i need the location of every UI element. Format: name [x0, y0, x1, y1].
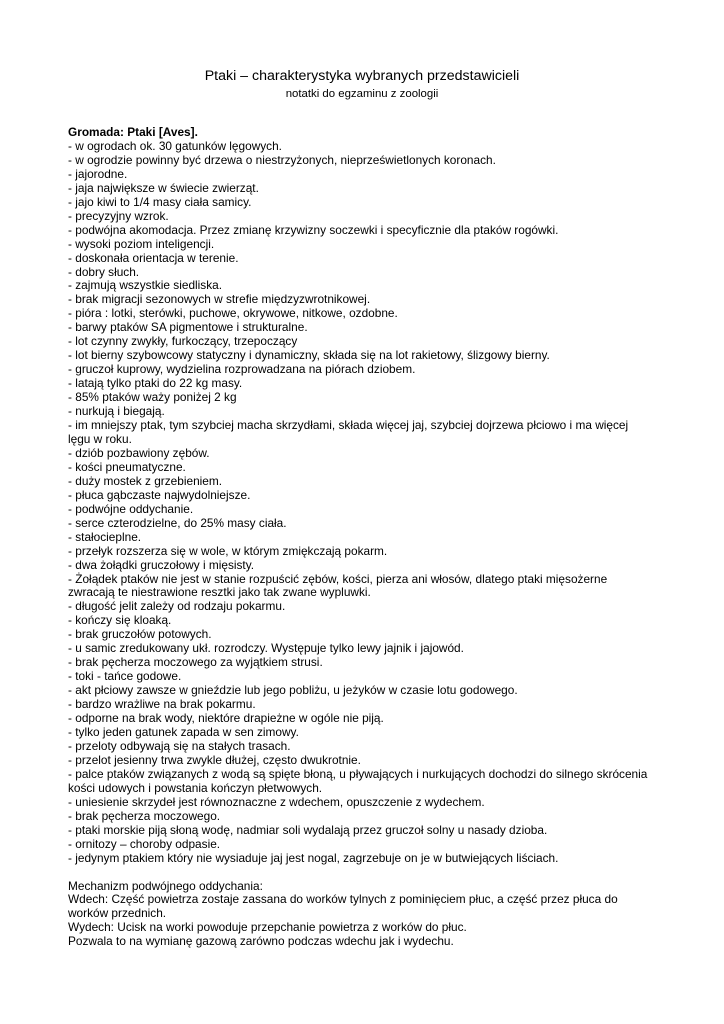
list-item: - tylko jeden gatunek zapada w sen zimowy.: [68, 724, 299, 739]
list-item: - brak gruczołów potowych.: [68, 627, 212, 642]
mechanism-heading: Mechanizm podwójnego oddychania:: [68, 878, 263, 893]
list-item: - uniesienie skrzydeł jest równoznaczne z wdechem, opuszczenie z wydechem.: [68, 794, 485, 809]
list-item: - brak pęcherza moczowego.: [68, 808, 221, 823]
list-item: - kończy się kloaką.: [68, 613, 172, 628]
list-item: - nurkują i biegają.: [68, 404, 165, 419]
list-item: - płuca gąbczaste najwydolniejsze.: [68, 487, 251, 502]
list-item: - odporne na brak wody, niektóre drapieżne w ogóle nie piją.: [68, 711, 384, 726]
list-item: - toki - tańce godowe.: [68, 669, 182, 684]
document-body: [68, 126, 648, 949]
list-item: - latają tylko ptaki do 22 kg masy.: [68, 376, 243, 391]
list-item: - precyzyjny wzrok.: [68, 208, 169, 223]
list-item: - gruczoł kuprowy, wydzielina rozprowadzana na piórach dziobem.: [68, 362, 416, 377]
list-item: - dziób pozbawiony zębów.: [68, 445, 210, 460]
list-item: - akt płciowy zawsze w gnieździe lub jego pobliżu, u jeżyków w czasie lotu godowego.: [68, 683, 518, 698]
list-item: - Żołądek ptaków nie jest w stanie rozpuścić zębów, kości, pierza ani włosów, dlatego ptaki mięsożerne zwracają te niestrawione resztki jako tak zwane wypluwki.: [68, 571, 608, 600]
fact-list: [68, 140, 648, 866]
mechanism-line: Wdech: Część powietrza zostaje zassana do worków tylnych z pominięciem płuc, a część przez płuca do worków przednich.: [68, 892, 618, 921]
list-item: - pióra : lotki, sterówki, puchowe, okrywowe, nitkowe, ozdobne.: [68, 306, 398, 321]
list-item: - dwa żołądki gruczołowy i mięsisty.: [68, 557, 255, 572]
document-title: Ptaki – charakterystyka wybranych przedstawicieli: [204, 68, 520, 84]
list-item: - podwójna akomodacja. Przez zmianę krzywizny soczewki i specyficznie dla ptaków rogówki.: [68, 222, 559, 237]
list-item: - jaja największe w świecie zwierząt.: [68, 180, 259, 195]
mechanism-line: Wydech: Ucisk na worki powoduje przepchanie powietrza z worków do płuc.: [68, 920, 467, 935]
list-item: - brak migracji sezonowych w strefie międzyzwrotnikowej.: [68, 292, 371, 307]
list-item: - przeloty odbywają się na stałych trasach.: [68, 738, 291, 753]
list-item: - przelot jesienny trwa zwykle dłużej, często dwukrotnie.: [68, 752, 361, 767]
list-item: - u samic zredukowany ukł. rozrodczy. Występuje tylko lewy jajnik i jajowód.: [68, 641, 464, 656]
list-item: - lot bierny szybowcowy statyczny i dynamiczny, składa się na lot rakietowy, ślizgowy bierny.: [68, 348, 550, 363]
list-item: - stałocieplne.: [68, 529, 142, 544]
list-item: - kości pneumatyczne.: [68, 459, 186, 474]
mechanism-line: Pozwala to na wymianę gazową zarówno podczas wdechu jak i wydechu.: [68, 934, 454, 949]
list-item: - długość jelit zależy od rodzaju pokarmu.: [68, 599, 286, 614]
list-item: - 85% ptaków waży poniżej 2 kg: [68, 390, 237, 405]
list-item: - przełyk rozszerza się w wole, w którym zmiękczają pokarm.: [68, 543, 388, 558]
document-subtitle: notatki do egzaminu z zoologii: [285, 88, 439, 100]
list-item: - doskonała orientacja w terenie.: [68, 250, 239, 265]
list-item: - jajorodne.: [68, 166, 128, 181]
list-item: - serce czterodzielne, do 25% masy ciała.: [68, 515, 287, 530]
list-item: - dobry słuch.: [68, 264, 140, 279]
mechanism-section: [68, 880, 648, 950]
list-item: - brak pęcherza moczowego za wyjątkiem strusi.: [68, 655, 323, 670]
list-item: - w ogrodach ok. 30 gatunków lęgowych.: [68, 138, 282, 153]
list-item: - ornitozy – choroby odpasie.: [68, 836, 221, 851]
list-item: - lot czynny zwykły, furkoczący, trzepoczący: [68, 334, 298, 349]
list-item: - podwójne oddychanie.: [68, 501, 194, 516]
list-item: - w ogrodzie powinny być drzewa o niestrzyżonych, nieprześwietlonych koronach.: [68, 152, 496, 167]
list-item: - ptaki morskie piją słoną wodę, nadmiar soli wydalają przez gruczoł solny u nasady dzioba.: [68, 822, 548, 837]
list-item: - wysoki poziom inteligencji.: [68, 236, 215, 251]
list-item: - im mniejszy ptak, tym szybciej macha skrzydłami, składa więcej jaj, szybciej dojrzewa płciowo i ma więcej lęgu w roku.: [68, 418, 629, 446]
list-item: - bardzo wrażliwe na brak pokarmu.: [68, 697, 256, 712]
list-item: - duży mostek z grzebieniem.: [68, 473, 223, 488]
list-item: - zajmują wszystkie siedliska.: [68, 278, 223, 293]
list-item: - barwy ptaków SA pigmentowe i strukturalne.: [68, 320, 308, 335]
list-item: - palce ptaków związanych z wodą są spięte błoną, u pływających i nurkujących dochodzi do silnego skrócenia kości udowych i powstania kończyn płetwowych.: [68, 766, 648, 795]
section-heading: Gromada: Ptaki [Aves].: [68, 125, 198, 139]
list-item: - jedynym ptakiem który nie wysiaduje jaj jest nogal, zagrzebuje on je w butwiejących liściach.: [68, 850, 559, 865]
list-item: - jajo kiwi to 1/4 masy ciała samicy.: [68, 194, 252, 209]
